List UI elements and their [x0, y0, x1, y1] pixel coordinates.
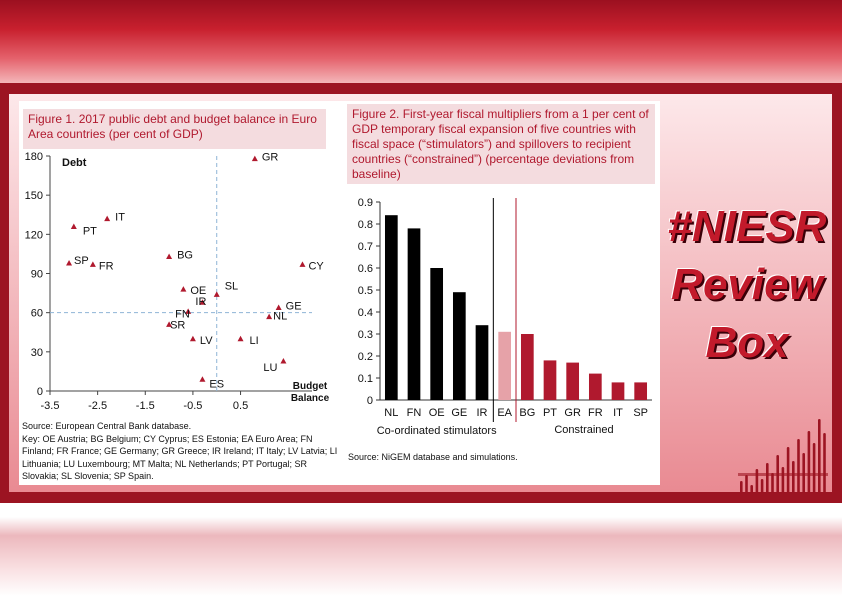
top-banner [0, 0, 842, 83]
point-label-it: IT [115, 211, 125, 224]
point-nl [266, 314, 272, 320]
figure-2-source: Source: NiGEM database and simulations. [348, 452, 518, 462]
figure-1-scatter-chart [22, 150, 352, 420]
x-tick-label: PT [542, 407, 558, 419]
x-tick-label: 0.5 [232, 400, 249, 412]
x-tick-label: IR [476, 407, 488, 419]
point-label-ge: GE [285, 300, 302, 313]
y-tick-label: 0.9 [357, 197, 373, 209]
bar-oe [430, 268, 443, 400]
point-label-es: ES [209, 378, 225, 391]
point-lu [280, 358, 286, 364]
x-tick-label: GE [451, 407, 468, 419]
point-label-li: LI [249, 334, 259, 347]
point-label-cy: CY [308, 260, 324, 273]
y-tick-label: 0.6 [357, 263, 373, 275]
y-tick-label: 0.4 [357, 307, 373, 319]
niesr-review-box-logo [662, 202, 832, 367]
point-pt [71, 224, 77, 230]
x-tick-label: NL [384, 407, 399, 419]
logo-bar [761, 479, 764, 493]
logo-bars-icon [738, 415, 830, 495]
bar-fr [589, 374, 602, 400]
point-ge [276, 304, 282, 310]
bar-ge [453, 292, 466, 400]
figure-2-bar-chart [330, 190, 660, 445]
point-label-pt: PT [82, 225, 97, 238]
logo-bar [792, 461, 795, 493]
x-tick-label: -0.5 [183, 400, 203, 412]
y-tick-label: 60 [30, 307, 43, 320]
x-axis-label-part: Balance [290, 393, 330, 404]
group-label-constrained: Constrained [554, 424, 614, 436]
logo-bar [813, 443, 816, 493]
logo-bar [750, 485, 753, 493]
y-tick-label: 0.1 [357, 373, 373, 385]
x-tick-label: BG [519, 407, 536, 419]
bar-ea [498, 332, 511, 400]
bar-ir [476, 325, 489, 400]
x-axis-label [291, 381, 330, 404]
point-oe [180, 286, 186, 292]
y-tick-label: 0.5 [357, 285, 373, 297]
bar-bg [521, 334, 534, 400]
logo-box-text: Box [705, 318, 789, 367]
point-label-lv: LV [199, 334, 213, 347]
y-axis-label: Debt [62, 157, 87, 169]
logo-bar [766, 463, 769, 493]
logo-bar [808, 431, 811, 493]
y-tick-label: 0 [36, 386, 43, 398]
point-gr [252, 156, 258, 162]
y-tick-label: 0 [366, 395, 373, 407]
figure-1-key: Key: OE Austria; BG Belgium; CY Cyprus; ES Estonia; EA Euro Area; FN Finland; FR France; GE Germany; GR Greece; IR Ireland; IT Italy; LV Latvia; LI Lithuania; LU Luxembourg; MT Malta; NL Netherlands; PT Portugal; SR Slovakia; SL Slovenia; SP Spain. [22, 433, 338, 481]
logo-bar [782, 467, 785, 493]
point-label-fr: FR [98, 260, 114, 273]
point-label-sp: SP [74, 255, 89, 268]
point-label-gr: GR [261, 151, 279, 164]
point-label-bg: BG [177, 249, 193, 262]
x-tick-label: EA [497, 407, 513, 419]
x-tick-label: GR [564, 407, 581, 419]
bar-nl [385, 215, 398, 400]
point-label-fn: FN [175, 308, 190, 321]
y-tick-label: 0.3 [357, 329, 373, 341]
logo-bar [818, 419, 821, 493]
point-it [104, 216, 110, 222]
figure-2-title: Figure 2. First-year fiscal multipliers from a 1 per cent of GDP temporary fiscal expansion of five countries with fiscal space (“stimulators”) and spillovers to recipient countries (“constrained”) (percentage deviations from baseline) [347, 104, 655, 184]
x-tick-label: OE [428, 407, 445, 419]
point-sl [214, 291, 220, 297]
y-tick-label: 150 [24, 190, 43, 203]
point-label-lu: LU [263, 361, 278, 374]
bottom-band [0, 503, 842, 596]
point-es [199, 376, 205, 382]
point-label-sl: SL [224, 280, 239, 293]
logo-bar [745, 475, 748, 493]
x-tick-label: -1.5 [135, 400, 155, 412]
x-tick-label: SP [633, 407, 649, 419]
logo-bar [823, 433, 826, 493]
bar-it [612, 382, 625, 400]
point-label-oe: OE [190, 285, 207, 298]
y-tick-label: 120 [24, 229, 43, 242]
bar-pt [544, 360, 557, 400]
logo-bar [756, 469, 759, 493]
bar-sp [634, 382, 647, 400]
y-tick-label: 90 [30, 268, 43, 281]
point-cy [299, 261, 305, 267]
point-label-nl: NL [273, 310, 288, 323]
y-tick-label: 0.7 [357, 241, 373, 253]
point-label-ir: IR [195, 296, 207, 309]
x-axis-label-part: Budget [292, 381, 328, 392]
x-tick-label: IT [613, 407, 623, 419]
figure-1-source: Source: European Central Bank database. [22, 421, 192, 431]
x-tick-label: FR [587, 407, 603, 419]
x-tick-label: -3.5 [40, 400, 60, 412]
logo-bar-base [738, 473, 828, 476]
point-fr [90, 261, 96, 267]
logo-review-text: Review [671, 260, 823, 309]
bar-fn [408, 228, 421, 400]
logo-bar [740, 481, 743, 493]
y-tick-label: 0.8 [357, 219, 373, 231]
bar-gr [566, 363, 579, 400]
y-tick-label: 0.2 [357, 351, 373, 363]
point-sp [66, 260, 72, 266]
logo-bar [787, 447, 790, 493]
y-tick-label: 180 [24, 151, 43, 163]
point-lv [190, 336, 196, 342]
point-label-sr: SR [170, 319, 186, 332]
figure-1-title: Figure 1. 2017 public debt and budget balance in Euro Area countries (per cent of GDP) [23, 109, 326, 149]
figure-1-notes [22, 420, 344, 483]
point-bg [166, 254, 172, 260]
x-tick-label: FN [406, 407, 422, 419]
group-label-stimulators: Co-ordinated stimulators [376, 425, 497, 437]
logo-hashtag-text: #NIESR [667, 202, 827, 251]
point-li [238, 336, 244, 342]
logo-bar [797, 439, 800, 493]
y-tick-label: 30 [30, 346, 43, 359]
x-tick-label: -2.5 [88, 400, 108, 412]
